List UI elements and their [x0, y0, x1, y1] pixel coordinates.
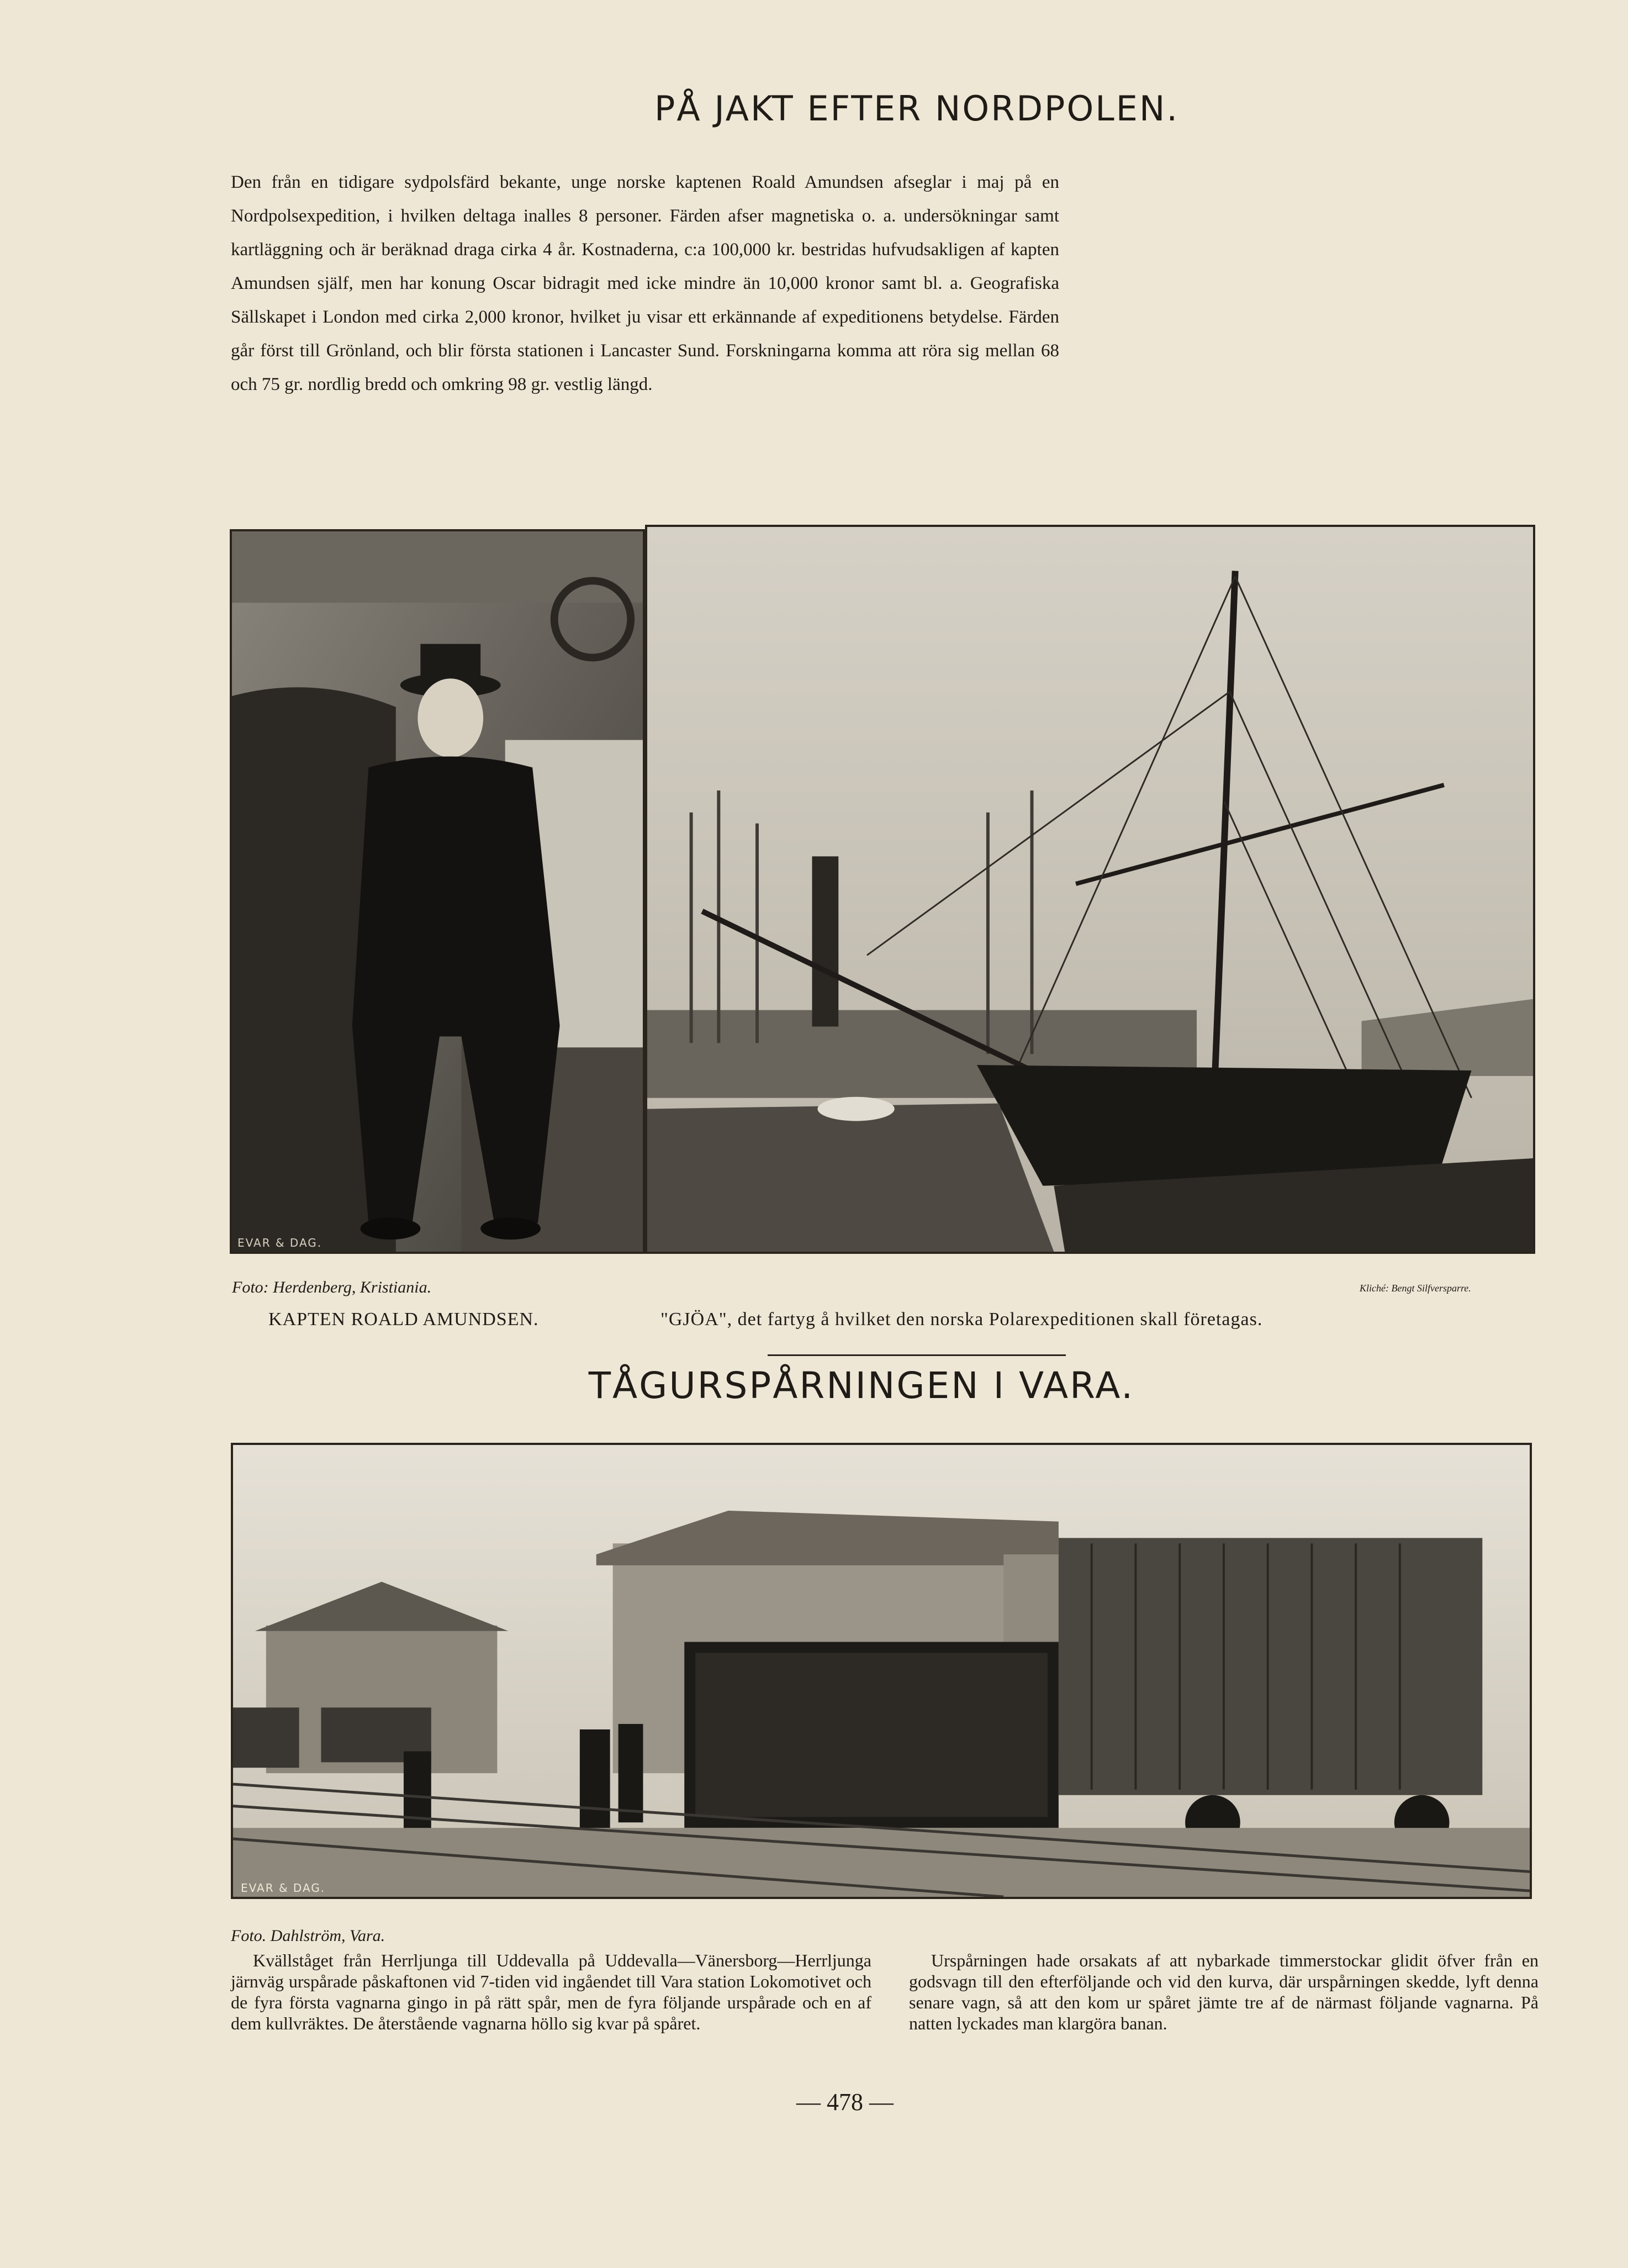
photo-credit-herdenberg: Foto: Herdenberg, Kristiania.: [232, 1278, 432, 1296]
section-divider: [768, 1354, 1066, 1356]
article-column-left: Kvällståget från Herrljunga till Uddevalla på Uddevalla—Vänersborg—Herrljunga järnväg urspårade påskaftonen vid 7-tiden vid ingåendet till Vara station Lokomotivet och de fyra första vagnarna gingo in på rätt spår, men de fyra följande urspårade och en af dem kullvräktes. De återstående vagnarna höllo sig kvar på spåret.: [231, 1950, 871, 2033]
amundsen-portrait-photo: [230, 529, 645, 1254]
engraver-mark-vara: EVAR & DAG.: [241, 1881, 326, 1895]
caption-gjoa: "GJÖA", det fartyg å hvilket den norska Polarexpeditionen skall företagas.: [660, 1309, 1263, 1330]
page-number: — 478 —: [796, 2088, 894, 2116]
article-column-right: Urspårningen hade orsakats af att nybarkade timmerstockar glidit öfver från en godsvagn till den efterföljande och vid den kurva, där urspårningen skedde, lyft denna senare vagn, så att den kom ur spåret jämte tre af de närmast följande vagnarna. På natten lyckades man klargöra banan.: [909, 1950, 1539, 2033]
article-title-vara: TÅGURSPÅRNINGEN I VARA.: [588, 1364, 1135, 1407]
photo-credit-dahlstrom: Foto. Dahlström, Vara.: [231, 1927, 385, 1945]
cliche-credit: Kliché: Bengt Silfversparre.: [1360, 1283, 1471, 1294]
gjoa-ship-photo: [645, 525, 1535, 1254]
intro-paragraph: Den från en tidigare sydpolsfärd bekante, unge norske kaptenen Roald Amundsen afseglar i maj på en Nordpolsexpedition, i hvilken deltaga inalles 8 personer. Färden afser magnetiska o. a. undersökningar samt kartläggning och är beräknad draga cirka 4 år. Kostnaderna, c:a 100,000 kr. bestridas hufvudsakligen af kapten Amundsen själf, men har konung Oscar bidragit med icke mindre än 10,000 kronor samt bl. a. Geografiska Sällskapet i London med cirka 2,000 kronor, hvilket ju visar ett erkännande af expeditionens betydelse. Färden går först till Grönland, och blir första stationen i Lancaster Sund. Forskningarna komma att röra sig mellan 68 och 75 gr. nordlig bredd och omkring 98 gr. vestlig längd.: [231, 172, 1059, 394]
engraver-mark: EVAR & DAG.: [237, 1236, 323, 1249]
article-title-nordpolen: PÅ JAKT EFTER NORDPOLEN.: [654, 88, 1180, 129]
train-derailment-photo: [231, 1443, 1532, 1899]
caption-amundsen: KAPTEN ROALD AMUNDSEN.: [268, 1309, 539, 1330]
